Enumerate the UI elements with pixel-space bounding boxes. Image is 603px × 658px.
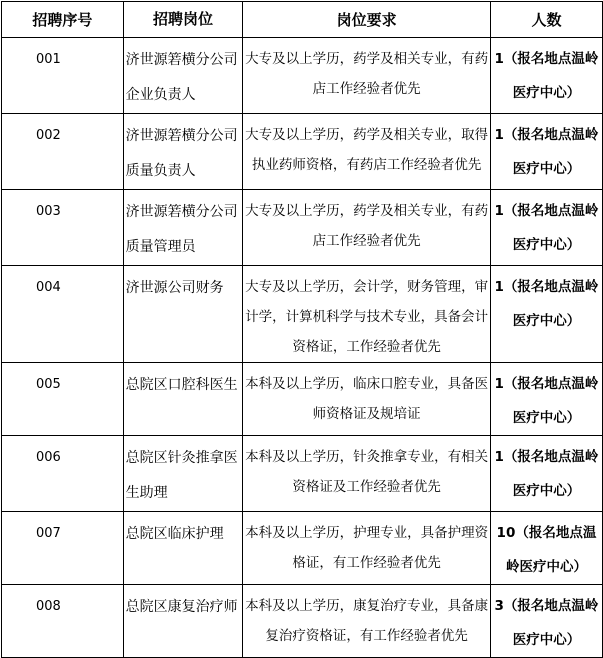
cell-recruit-no: 004 xyxy=(2,266,124,363)
cell-recruit-no: 002 xyxy=(2,114,124,190)
cell-position: 总院区康复治疗师 xyxy=(123,585,243,658)
recruitment-table xyxy=(1,1,603,658)
table-row xyxy=(2,363,603,436)
header-count: 人数 xyxy=(490,2,602,38)
cell-recruit-no: 001 xyxy=(2,38,124,114)
table-header-row xyxy=(2,2,603,38)
cell-requirements: 本科及以上学历，临床口腔专业，具备医师资格证及规培证 xyxy=(243,363,491,436)
table-row xyxy=(2,190,603,266)
cell-position: 总院区针灸推拿医生助理 xyxy=(123,436,243,512)
table-row xyxy=(2,114,603,190)
cell-recruit-no: 003 xyxy=(2,190,124,266)
cell-requirements: 本科及以上学历，针灸推拿专业，有相关资格证及工作经验者优先 xyxy=(243,436,491,512)
cell-count: 1（报名地点温岭医疗中心） xyxy=(490,114,602,190)
cell-count: 1（报名地点温岭医疗中心） xyxy=(490,266,602,363)
cell-count: 10（报名地点温岭医疗中心） xyxy=(490,512,602,585)
cell-requirements: 大专及以上学历，药学及相关专业，有药店工作经验者优先 xyxy=(243,190,491,266)
table-row xyxy=(2,512,603,585)
cell-requirements: 大专及以上学历，药学及相关专业，有药店工作经验者优先 xyxy=(243,38,491,114)
cell-count: 1（报名地点温岭医疗中心） xyxy=(490,436,602,512)
table-row xyxy=(2,38,603,114)
cell-position: 济世源公司财务 xyxy=(123,266,243,363)
cell-recruit-no: 006 xyxy=(2,436,124,512)
cell-requirements: 大专及以上学历，药学及相关专业，取得执业药师资格，有药店工作经验者优先 xyxy=(243,114,491,190)
header-recruit-no: 招聘序号 xyxy=(2,2,124,38)
cell-requirements: 本科及以上学历，康复治疗专业，具备康复治疗资格证，有工作经验者优先 xyxy=(243,585,491,658)
cell-position: 总院区口腔科医生 xyxy=(123,363,243,436)
cell-recruit-no: 008 xyxy=(2,585,124,658)
cell-requirements: 本科及以上学历，护理专业，具备护理资格证，有工作经验者优先 xyxy=(243,512,491,585)
cell-position: 济世源箬横分公司企业负责人 xyxy=(123,38,243,114)
cell-count: 1（报名地点温岭医疗中心） xyxy=(490,190,602,266)
cell-position: 济世源箬横分公司质量管理员 xyxy=(123,190,243,266)
cell-recruit-no: 007 xyxy=(2,512,124,585)
cell-position: 济世源箬横分公司质量负责人 xyxy=(123,114,243,190)
table-row xyxy=(2,436,603,512)
cell-count: 1（报名地点温岭医疗中心） xyxy=(490,38,602,114)
header-position: 招聘岗位 xyxy=(123,2,243,38)
cell-recruit-no: 005 xyxy=(2,363,124,436)
cell-count: 3（报名地点温岭医疗中心） xyxy=(490,585,602,658)
table-row xyxy=(2,266,603,363)
cell-count: 1（报名地点温岭医疗中心） xyxy=(490,363,602,436)
cell-position: 总院区临床护理 xyxy=(123,512,243,585)
cell-requirements: 大专及以上学历，会计学，财务管理，审计学，计算机科学与技术专业，具备会计资格证，工作经验者优先 xyxy=(243,266,491,363)
header-requirements: 岗位要求 xyxy=(243,2,491,38)
